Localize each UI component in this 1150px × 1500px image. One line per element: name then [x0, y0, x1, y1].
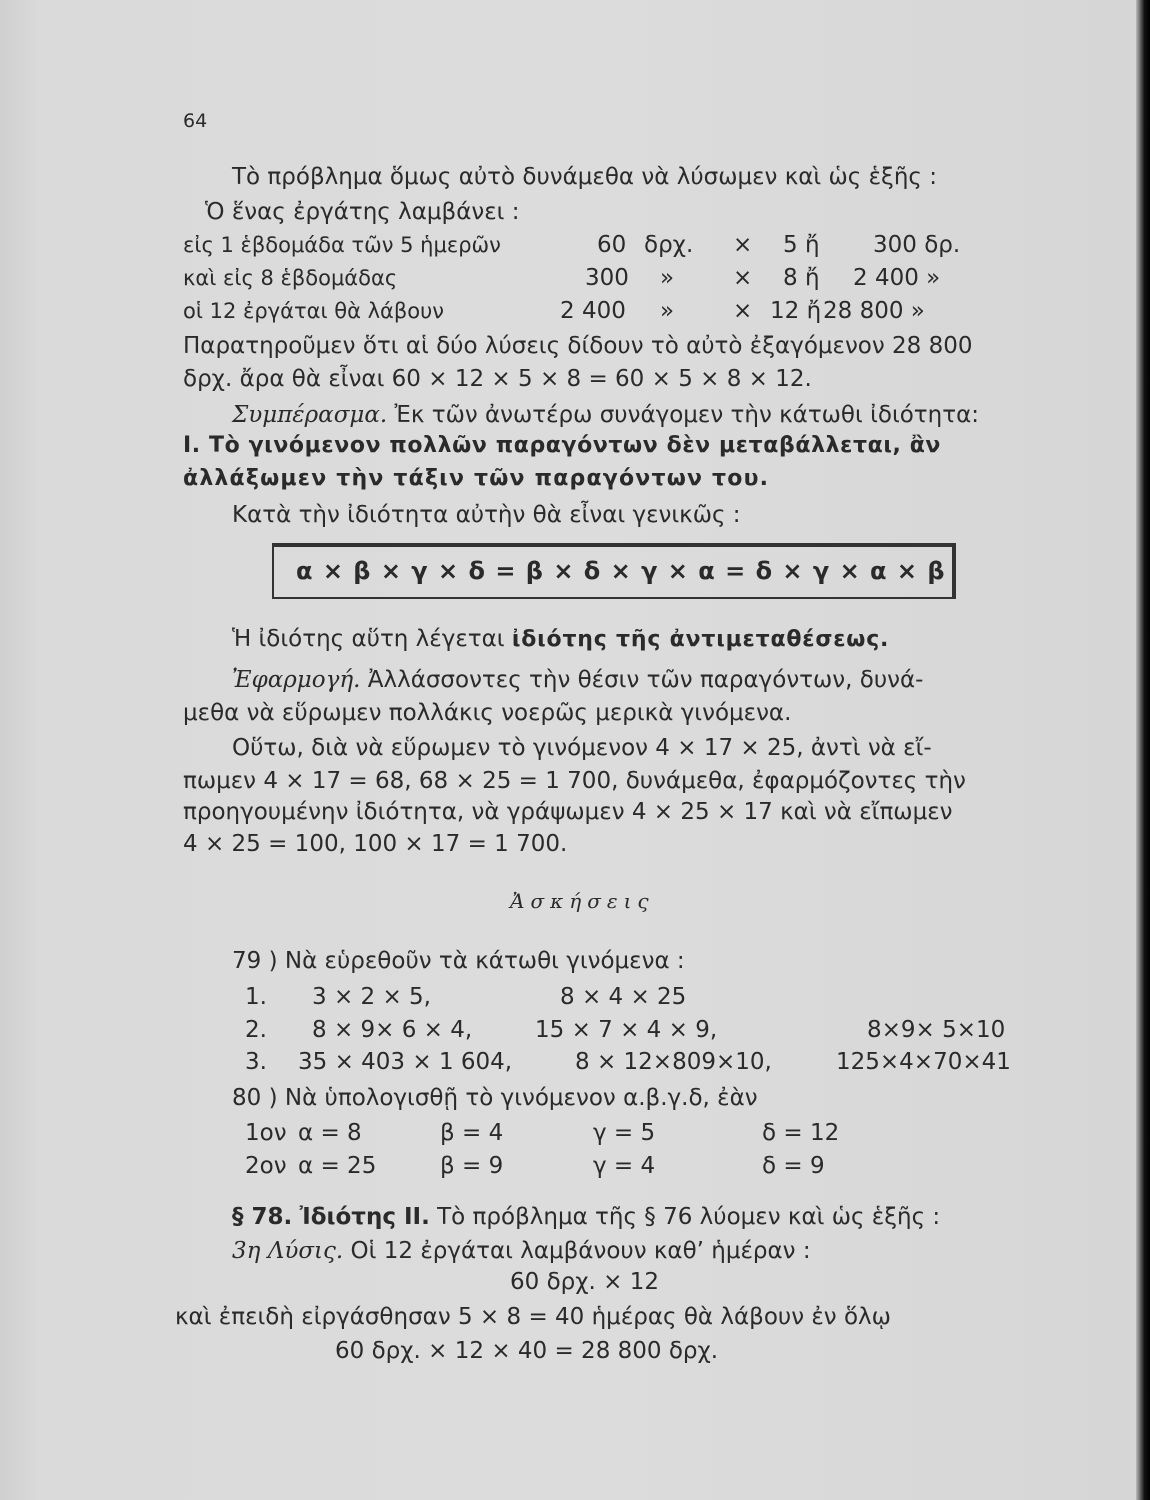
exercises-title: Ἀσκήσεις	[510, 889, 655, 913]
observation-line-2: δρχ. ἄρα θὰ εἶναι 60 × 12 × 5 × 8 = 60 × 5 × 8 × 12.	[183, 366, 812, 392]
application-line-1: Ἐφαρμογή. Ἀλλάσσοντες τὴν θέσιν τῶν παραγόντων, δυνά-	[232, 667, 924, 693]
solution-line: καὶ ἐπειδὴ εἰργάσθησαν 5 × 8 = 40 ἡμέρας θὰ λάβουν ἐν ὅλῳ	[175, 1304, 891, 1330]
example-line-2: πωμεν 4 × 17 = 68, 68 × 25 = 1 700, δυνάμεθα, ἐφαρμόζοντες τὴν	[183, 768, 966, 794]
application-label: Ἐφαρμογή.	[232, 667, 361, 693]
solution-3-text: Οἱ 12 ἐργάται λαμβάνουν καθ’ ἡμέραν :	[350, 1238, 811, 1264]
solution-3-line	[232, 1236, 811, 1266]
conclusion-label: Συμπέρασμα.	[232, 402, 388, 428]
exercise-79: 79 ) Νὰ εὑρεθοῦν τὰ κάτωθι γινόμενα :	[232, 948, 685, 974]
solution-equation-2: 60 δρχ. × 12 × 40 = 28 800 δρχ.	[335, 1338, 719, 1364]
general-line: Κατὰ τὴν ἰδιότητα αὐτὴν θὰ εἶναι γενικῶς :	[232, 502, 741, 528]
section-78-heading	[232, 1202, 940, 1232]
property-1-line-2: ἀλλάξωμεν τὴν τάξιν τῶν παραγόντων του.	[183, 466, 770, 491]
section-title: Ἰδιότης II.	[299, 1204, 430, 1230]
application-line-2: μεθα νὰ εὕρωμεν πολλάκις νοερῶς μερικὰ γινόμενα.	[183, 700, 792, 726]
conclusion-line	[232, 400, 979, 430]
exercise-80: 80 ) Νὰ ὑπολογισθῇ τὸ γινόμενον α.β.γ.δ, ἐὰν	[232, 1085, 758, 1111]
example-line-3: προηγουμένην ἰδιότητα, νὰ γράψωμεν 4 × 25 × 17 καὶ νὰ εἴπωμεν	[183, 799, 953, 825]
property-1-line-1: I. Τὸ γινόμενον πολλῶν παραγόντων δὲν μεταβάλλεται, ἂν	[183, 433, 942, 458]
page-number: 64	[183, 110, 208, 132]
book-page: 64 Τὸ πρόβλημα ὅμως αὐτὸ δυνάμεθα νὰ λύσωμεν καὶ ὡς ἑξῆς : Ὁ ἕνας ἐργάτης λαμβάνει : εἰς 1 ἑβδομάδα τῶν 5 ἡμερῶν 60 δρχ. × 5 ἤ 300 δρ. καὶ εἰς 8 ἑβδομάδας 300 » × 8 ἤ 2 400 » οἱ 12 ἐργάται θὰ λάβουν 2 400 » × 12 ἤ 28 800 » Παρατηροῦμεν ὅτι αἱ δύο λύσεις δίδουν τὸ αὐτὸ ἐξαγόμενον 28 800 δρχ. ἄρα θὰ εἶναι 60 × 12 × 5 × 8 = 60 × 5 × 8 × 12. Συμπέρασμα. Ἐκ τῶν ἀνωτέρω συνάγομεν τὴν κάτωθι ἰδιότητα: I. Τὸ γινόμενον πολλῶν παραγόντων δὲν μεταβάλλεται, ἂν ἀλλάξωμεν τὴν τάξιν τῶν παραγόντων του. Κατὰ τὴν ἰδιότητα αὐτὴν θὰ εἶναι γενικῶς : α × β × γ × δ = β × δ × γ × α = δ × γ × α × β Ἡ ἰδιότης αὕτη λέγεται ἰδιότης τῆς ἀντιμεταθέσεως. Ἐφαρμογή. Ἀλλάσσοντες τὴν θέσιν τῶν παραγόντων, δυνά- μεθα νὰ εὕρωμεν πολλάκις νοερῶς μερικὰ γινόμενα. Οὕτω, διὰ νὰ εὕρωμεν τὸ γινόμενον 4 × 17 × 25, ἀντὶ νὰ εἴ- πωμεν 4 × 17 = 68, 68 × 25 = 1 700, δυνάμεθα, ἐφαρμόζοντες τὴν προηγουμένην ἰδιότητα, νὰ γράψωμεν 4 × 25 × 17 καὶ νὰ εἴπωμεν 4 × 25 = 100, 100 × 17 = 1 700. Ἀσκήσεις 79 ) Νὰ εὑρεθοῦν τὰ κάτωθι γινόμενα : 1. 3 × 2 × 5, 8 × 4 × 25 2. 8 × 9× 6 × 4, 15 × 7 × 4 × 9, 8×9× 5×10 3. 35 × 403 × 1 604, 8 × 12×809×10, 125×4×70×41 80 ) Νὰ ὑπολογισθῇ τὸ γινόμενον α.β.γ.δ, ἐὰν 1ον α = 8 β = 4 γ = 5 δ = 12 2ον α = 25 β = 9 γ = 4 δ = 9 § 78. Ἰδιότης II. Τὸ πρόβλημα τῆς § 76 λύομεν καὶ ὡς ἑξῆς : 3η Λύσις. Οἱ 12 ἐργάται λαμβάνουν καθ’ ἡμέραν : 60 δρχ. × 12 καὶ ἐπειδὴ εἰργάσθησαν 5 × 8 = 40 ἡμέρας θὰ λάβουν ἐν ὅλῳ 60 δρχ. × 12 × 40 = 28 800 δρχ.	[0, 0, 1150, 1500]
commutative-formula: α × β × γ × δ = β × δ × γ × α = δ × γ × α × β	[296, 557, 946, 585]
example-line-1: Οὕτω, διὰ νὰ εὕρωμεν τὸ γινόμενον 4 × 17 × 25, ἀντὶ νὰ εἴ-	[232, 735, 932, 761]
intro-line: Τὸ πρόβλημα ὅμως αὐτὸ δυνάμεθα νὰ λύσωμεν καὶ ὡς ἑξῆς :	[232, 164, 937, 190]
formula-box	[272, 543, 956, 599]
solution-3-label: 3η Λύσις.	[232, 1238, 344, 1264]
solution-equation-1: 60 δρχ. × 12	[510, 1269, 660, 1295]
property-name-prefix: Ἡ ἰδιότης αὕτη λέγεται	[232, 626, 505, 652]
page-edge-shadow	[1136, 0, 1150, 1500]
observation-line-1: Παρατηροῦμεν ὅτι αἱ δύο λύσεις δίδουν τὸ αὐτὸ ἐξαγόμενον 28 800	[183, 333, 973, 359]
property-name: ἰδιότης τῆς ἀντιμεταθέσεως.	[511, 627, 890, 652]
worker-line: Ὁ ἕνας ἐργάτης λαμβάνει :	[205, 199, 520, 225]
section-text: Τὸ πρόβλημα τῆς § 76 λύομεν καὶ ὡς ἑξῆς :	[437, 1204, 941, 1230]
conclusion-text: Ἐκ τῶν ἀνωτέρω συνάγομεν τὴν κάτωθι ἰδιότητα:	[394, 402, 979, 428]
section-number: § 78.	[232, 1204, 293, 1230]
example-line-4: 4 × 25 = 100, 100 × 17 = 1 700.	[183, 831, 568, 857]
property-name-line	[232, 624, 889, 655]
